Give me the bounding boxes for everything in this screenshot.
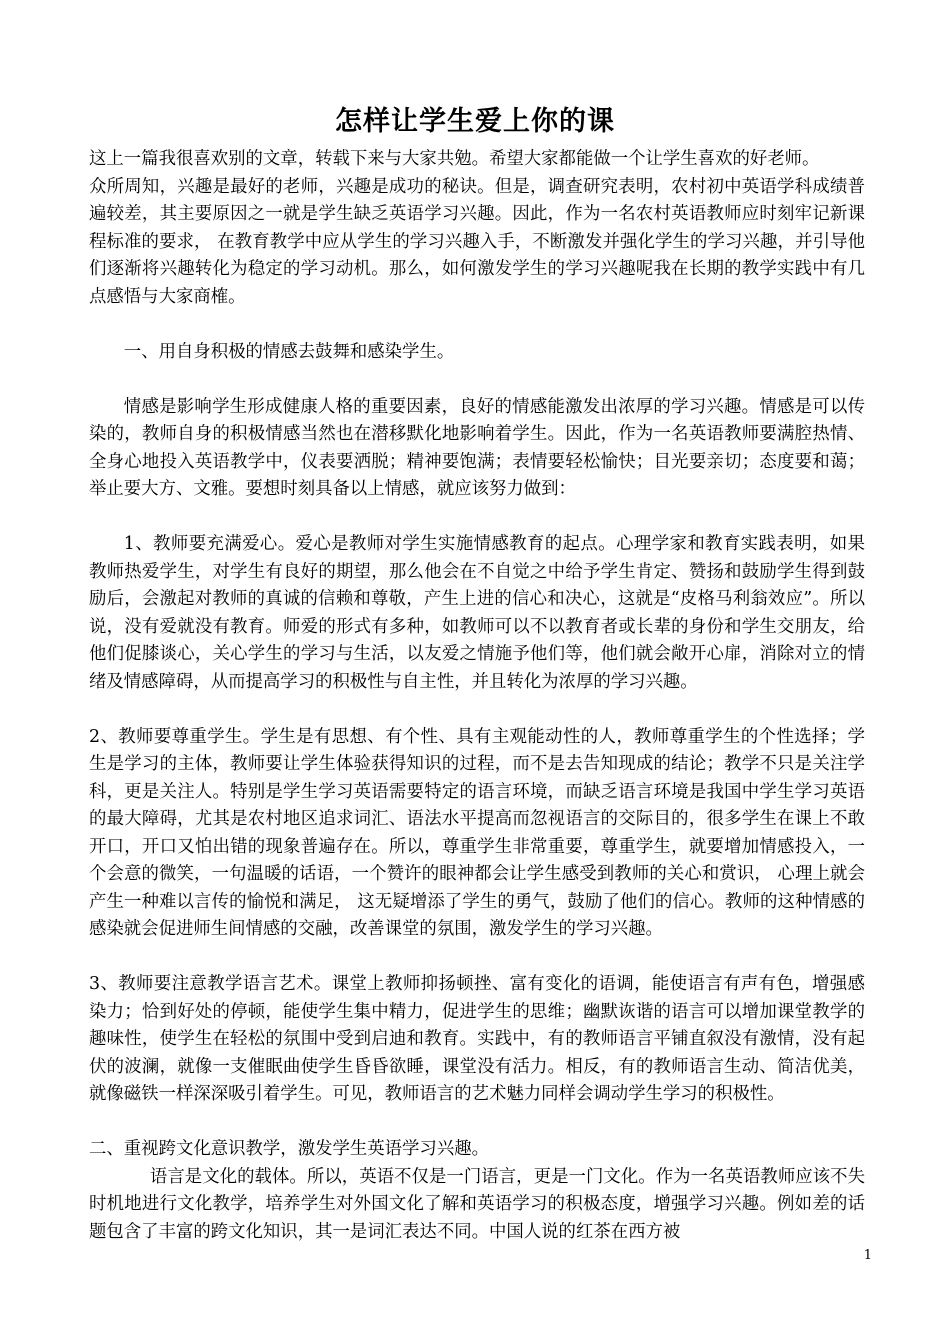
point-3-paragraph: 3、教师要注意教学语言艺术。课堂上教师抑扬顿挫、富有变化的语调，能使语言有声有色，增强感染力；恰到好处的停顿，能使学生集中精力，促进学生的思维；幽默诙谐的语言可以增加课堂教学的趣味性，使学生在轻松的氛围中受到启迪和教育。实践中，有的教师语言平铺直叙没有激情，没有起伏的波澜，就像一支催眠曲使学生昏昏欲睡，课堂没有活力。相反，有的教师语言生动、简洁优美，就像磁铁一样深深吸引着学生。可见，教师语言的艺术魅力同样会调动学生学习的积极性。	[89, 974, 865, 1104]
document-body	[89, 146, 865, 1246]
point-2-paragraph: 2、教师要尊重学生。学生是有思想、有个性、具有主观能动性的人，教师尊重学生的个性选择；学生是学习的主体，教师要让学生体验获得知识的过程，而不是去告知现成的结论；教学不只是关注学科，更是关注人。特别是学生学习英语需要特定的语言环境，而缺乏语言环境是我国中学生学习英语的最大障碍，尤其是农村地区追求词汇、语法水平提高而忽视语言的交际目的，很多学生在课上不敢开口，开口又怕出错的现象普遍存在。所以，尊重学生非常重要，尊重学生，就要增加情感投入，一个会意的微笑，一句温暖的话语，一个赞许的眼神都会让学生感受到教师的关心和赏识， 心理上就会产生一种难以言传的愉悦和满足， 这无疑增添了学生的勇气，鼓励了他们的信心。教师的这种情感的感染就会促进师生间情感的交融，改善课堂的氛围，激发学生的学习兴趣。	[89, 726, 865, 939]
section-heading-2: 二、重视跨文化意识教学，激发学生英语学习兴趣。	[89, 1139, 489, 1159]
point-1-paragraph: 1、教师要充满爱心。爱心是教师对学生实施情感教育的起点。心理学家和教育实践表明，如果教师热爱学生，对学生有良好的期望，那么他会在不自觉之中给予学生肯定、赞扬和鼓励学生得到鼓励后，会激起对教师的真诚的信赖和尊敬，产生上进的信心和决心，这就是“皮格马利翁效应”。所以说，没有爱就没有教育。师爱的形式有多种，如教师可以不以教育者或长辈的身份和学生交朋友，给他们促膝谈心，关心学生的学习与生活，以友爱之情施予他们等，他们就会敞开心扉，消除对立的情绪及情感障碍，从而提高学习的积极性与自主性，并且转化为浓厚的学习兴趣。	[89, 534, 865, 692]
page-number: 1	[863, 1248, 872, 1263]
intro-paragraph: 这上一篇我很喜欢别的文章，转载下来与大家共勉。希望大家都能做一个让学生喜欢的好老师。	[89, 149, 820, 169]
paragraph-spacer	[89, 944, 865, 972]
paragraph-spacer	[89, 1109, 865, 1137]
paragraph-spacer	[89, 696, 865, 724]
paragraph-spacer	[89, 311, 865, 339]
document-title: 怎样让学生爱上你的课	[335, 106, 615, 137]
paragraph-spacer	[89, 504, 865, 532]
section-heading-1: 一、用自身积极的情感去鼓舞和感染学生。	[123, 341, 455, 362]
paragraph-spacer	[89, 366, 865, 394]
emotion-paragraph: 情感是影响学生形成健康人格的重要因素，良好的情感能激发出浓厚的学习兴趣。情感是可以传染的，教师自身的积极情感当然也在潜移默化地影响着学生。因此，作为一名英语教师要满腔热情、全身心地投入英语教学中，仪表要洒脱；精神要饱满；表情要轻松愉快；目光要亲切；态度要和蔼；举止要大方、文雅。要想时刻具备以上情感，就应该努力做到：	[89, 396, 865, 499]
culture-paragraph: 语言是文化的载体。所以，英语不仅是一门语言，更是一门文化。作为一名英语教师应该不失时机地进行文化教学，培养学生对外国文化了解和英语学习的积极态度，增强学习兴趣。例如差的话题包含了丰富的跨文化知识，其一是词汇表达不同。中国人说的红茶在西方被	[89, 1166, 865, 1242]
background-paragraph: 众所周知，兴趣是最好的老师，兴趣是成功的秘诀。但是，调查研究表明，农村初中英语学科成绩普遍较差，其主要原因之一就是学生缺乏英语学习兴趣。因此，作为一名农村英语教师应时刻牢记新课程标准的要求， 在教育教学中应从学生的学习兴趣入手，不断激发并强化学生的学习兴趣，并引导他们逐渐将兴趣转化为稳定的学习动机。那么，如何激发学生的学习兴趣呢我在长期的教学实践中有几点感悟与大家商榷。	[89, 176, 865, 307]
